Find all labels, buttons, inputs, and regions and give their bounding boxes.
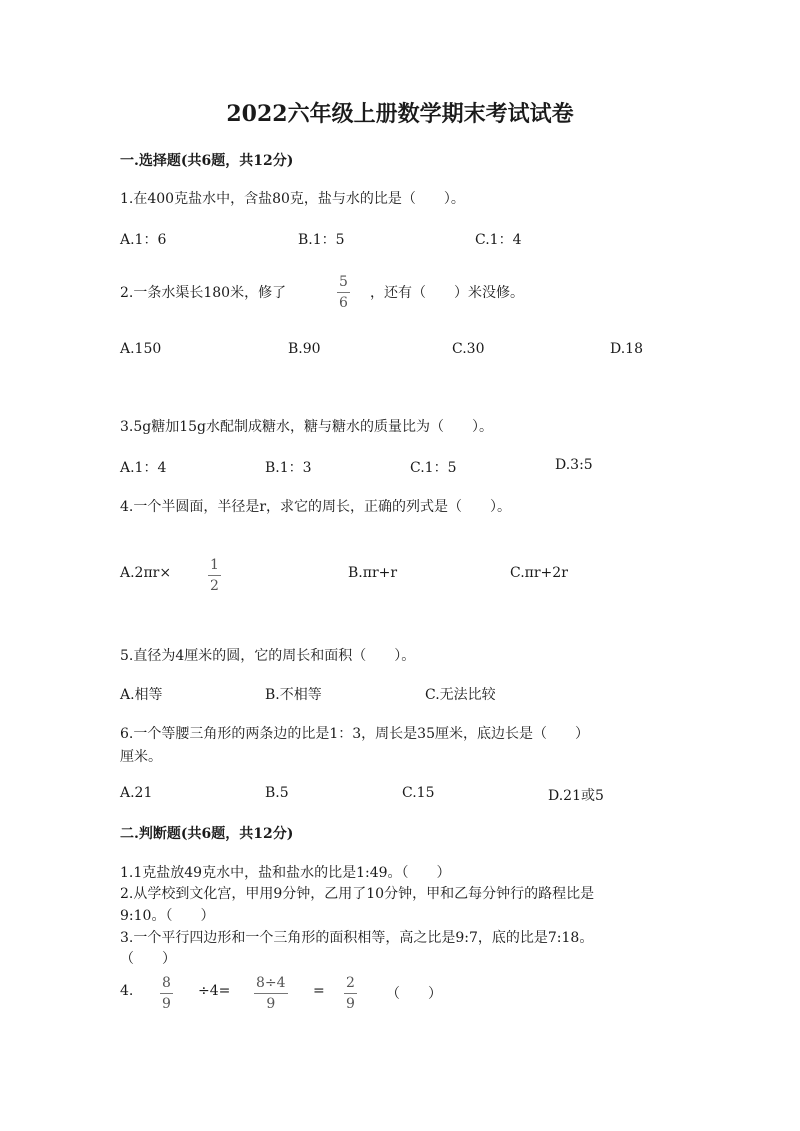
q6-option-b: B.5 <box>265 785 289 801</box>
question-3-stem: 3.5g糖加15g水配制成糖水，糖与糖水的质量比为（ ）。 <box>120 419 494 435</box>
fraction-denominator: 9 <box>162 996 171 1012</box>
q2-option-a: A.150 <box>120 341 162 357</box>
fraction <box>208 558 221 593</box>
fraction <box>254 976 288 1011</box>
q6-option-c: C.15 <box>402 785 435 801</box>
q2-option-c: C.30 <box>452 341 485 357</box>
q2-option-d: D.18 <box>610 341 643 357</box>
fraction-denominator: 2 <box>210 578 219 594</box>
section-heading: 二.判断题(共6题，共12分) <box>120 826 294 842</box>
fraction-denominator: 9 <box>346 996 355 1012</box>
q3-option-b: B.1：3 <box>265 460 312 476</box>
q3-option-c: C.1：5 <box>410 460 457 476</box>
section-heading: 一.选择题(共6题，共12分) <box>120 153 294 169</box>
question-2-stem-end: ，还有（ ）米没修。 <box>370 285 524 301</box>
q6-option-d: D.21或5 <box>548 788 604 804</box>
question-6-stem: 6.一个等腰三角形的两条边的比是1：3，周长是35厘米，底边长是（ ） <box>120 726 589 742</box>
fraction <box>337 275 350 310</box>
judge-2-cont: 9:10。（ ） <box>120 908 215 924</box>
q2-option-b: B.90 <box>288 341 321 357</box>
judge-2: 2.从学校到文化宫，甲用9分钟，乙用了10分钟，甲和乙每分钟行的路程比是 <box>120 886 595 902</box>
fraction-numerator: 8 <box>162 975 171 991</box>
judge-1: 1.1克盐放49克水中，盐和盐水的比是1:49。（ ） <box>120 865 451 881</box>
fraction-numerator: 8÷4 <box>256 975 286 991</box>
q1-option-b: B.1：5 <box>298 232 345 248</box>
judge-4-answer-paren: （ ） <box>386 986 442 1002</box>
fraction-numerator: 2 <box>346 975 355 991</box>
q1-option-c: C.1：4 <box>475 232 522 248</box>
fraction-denominator: 6 <box>339 295 348 311</box>
question-1-stem: 1.在400克盐水中，含盐80克，盐与水的比是（ ）。 <box>120 191 465 207</box>
q6-option-a: A.21 <box>120 785 153 801</box>
q4-option-a: A.2πr× <box>120 565 172 581</box>
question-5-stem: 5.直径为4厘米的圆，它的周长和面积（ ）。 <box>120 648 416 664</box>
judge-3: 3.一个平行四边形和一个三角形的面积相等，高之比是9:7，底的比是7:18。 <box>120 930 594 946</box>
judge-3-cont: （ ） <box>120 951 176 967</box>
q4-option-c: C.πr+2r <box>510 565 568 581</box>
q5-option-b: B.不相等 <box>265 687 322 703</box>
question-6-stem-cont: 厘米。 <box>120 749 162 765</box>
q1-option-a: A.1：6 <box>120 232 167 248</box>
fraction-denominator: 9 <box>266 996 276 1012</box>
q3-option-a: A.1：4 <box>120 460 167 476</box>
question-2-stem: 2.一条水渠长180米，修了 <box>120 285 287 301</box>
fraction-numerator: 5 <box>339 274 348 290</box>
q4-option-b: B.πr+r <box>348 565 398 581</box>
judge-4-equals: = <box>313 983 325 999</box>
fraction <box>344 976 357 1011</box>
page-title: 2022六年级上册数学期末考试试卷 <box>226 101 574 127</box>
fraction-numerator: 1 <box>210 557 219 573</box>
q5-option-c: C.无法比较 <box>425 687 496 703</box>
judge-4-label: 4. <box>120 983 134 999</box>
question-4-stem: 4.一个半圆面，半径是r，求它的周长，正确的列式是（ ）。 <box>120 499 512 515</box>
fraction <box>160 976 173 1011</box>
judge-4-operator: ÷4= <box>198 983 231 999</box>
q5-option-a: A.相等 <box>120 687 163 703</box>
q3-option-d: D.3:5 <box>555 457 593 473</box>
